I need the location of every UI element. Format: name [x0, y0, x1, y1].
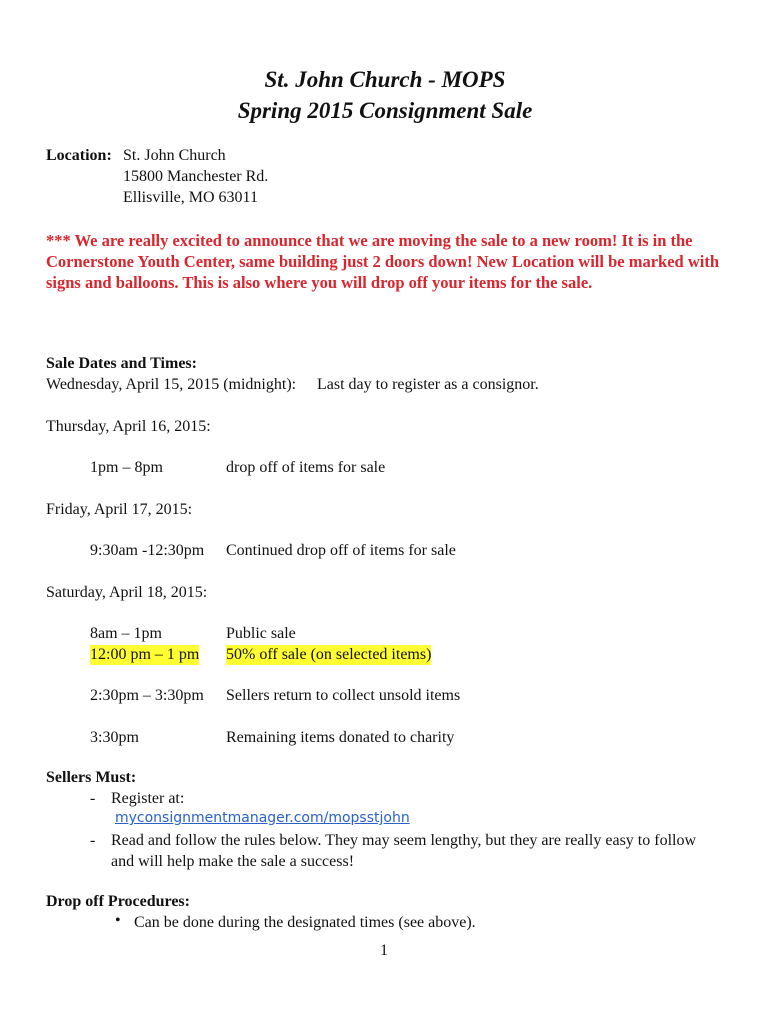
dash-bullet: -	[90, 832, 96, 849]
slot-desc: drop off of items for sale	[226, 459, 386, 476]
slot-time: 3:30pm	[90, 729, 139, 746]
slot-time: 9:30am -12:30pm	[90, 542, 205, 559]
location-line: Ellisville, MO 63011	[123, 189, 258, 206]
title-line-2: Spring 2015 Consignment Sale	[237, 98, 533, 123]
location-line: St. John Church	[123, 147, 226, 164]
sellers-must-heading: Sellers Must:	[46, 769, 137, 786]
register-link[interactable]: myconsignmentmanager.com/mopsstjohn	[115, 810, 410, 826]
bullet-icon: •	[115, 912, 121, 929]
register-desc: Last day to register as a consignor.	[317, 376, 539, 393]
slot-time: 1pm – 8pm	[90, 459, 163, 476]
day-heading: Thursday, April 16, 2015:	[46, 418, 211, 435]
slot-time: 8am – 1pm	[90, 625, 162, 642]
rules-item-line-2: and will help make the sale a success!	[111, 853, 355, 870]
title-line-1: St. John Church - MOPS	[264, 67, 506, 92]
slot-desc: Remaining items donated to charity	[226, 729, 455, 746]
register-date: Wednesday, April 15, 2015 (midnight):	[46, 376, 297, 393]
slot-desc: Public sale	[226, 625, 296, 642]
slot-desc-highlighted: 50% off sale (on selected items)	[226, 646, 432, 663]
rules-item-line-1: Read and follow the rules below. They may seem lengthy, but they are really easy to follow	[111, 832, 697, 849]
location-label: Location:	[46, 147, 112, 164]
slot-desc: Sellers return to collect unsold items	[226, 687, 461, 704]
day-heading: Saturday, April 18, 2015:	[46, 584, 208, 601]
slot-time-highlighted: 12:00 pm – 1 pm	[90, 646, 200, 663]
dash-bullet: -	[90, 790, 96, 807]
drop-off-item: Can be done during the designated times (see above).	[134, 914, 476, 931]
slot-desc: Continued drop off of items for sale	[226, 542, 456, 559]
location-line: 15800 Manchester Rd.	[123, 168, 269, 185]
slot-time: 2:30pm – 3:30pm	[90, 687, 204, 704]
page-number: 1	[380, 942, 388, 959]
announcement-text: *** We are really excited to announce that we are moving the sale to a new room! It is in the Cornerstone Youth Center, same building just 2 doors down! New Location will be marked with signs and balloons. This is also where you will drop off your items for the sale.	[46, 231, 720, 292]
sale-dates-heading: Sale Dates and Times:	[46, 355, 197, 372]
drop-off-heading: Drop off Procedures:	[46, 893, 190, 910]
register-item: Register at:	[111, 790, 185, 807]
day-heading: Friday, April 17, 2015:	[46, 501, 193, 518]
